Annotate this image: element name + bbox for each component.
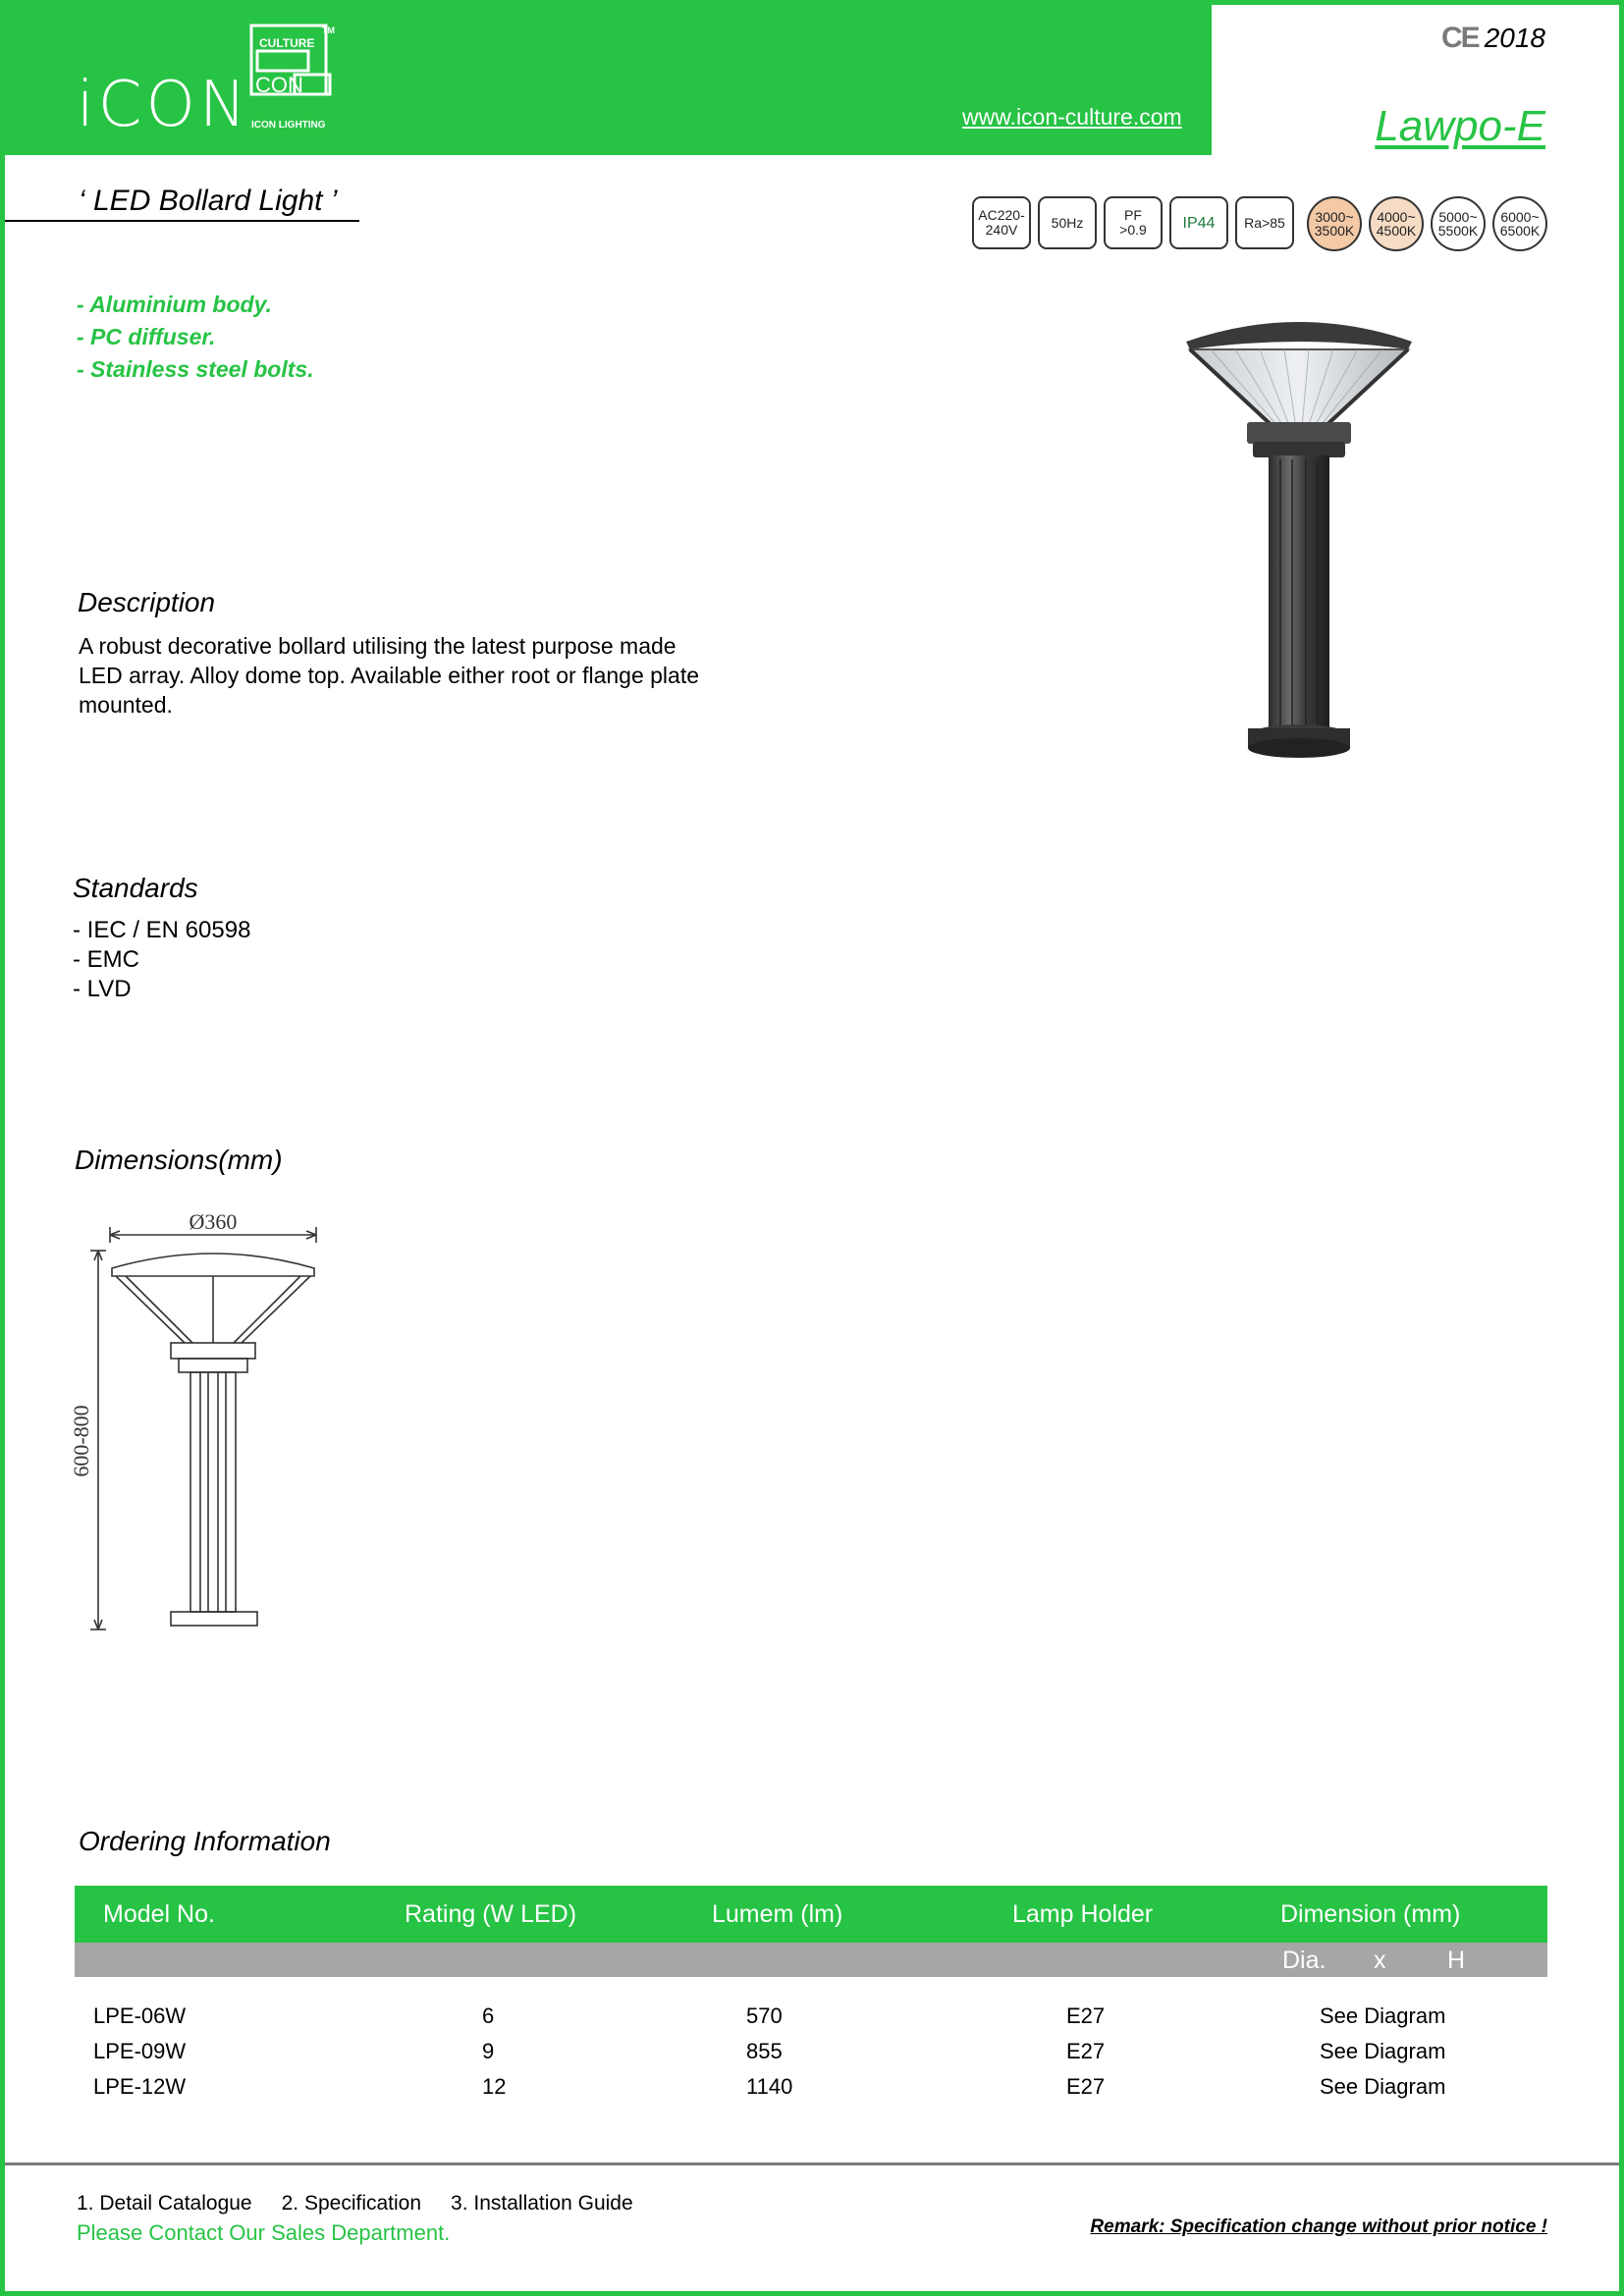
description-text: A robust decorative bollard utilising the latest purpose made LED array. Alloy dome top. Available either root or flange plate mounted. [79, 633, 700, 718]
sub-dia: Dia. [1282, 1947, 1326, 1974]
cell-dimension: See Diagram [1320, 2039, 1446, 2063]
dimensions-heading: Dimensions(mm) [75, 1145, 283, 1175]
table-subheader-row [75, 1943, 1547, 1977]
sub-h: H [1447, 1947, 1466, 1974]
spec-badge: AC220- 240V [972, 196, 1031, 249]
standard-item: - IEC / EN 60598 [73, 917, 251, 943]
dimension-drawing [69, 1209, 334, 1641]
cell-lumen: 1140 [746, 2074, 793, 2099]
col-model-header: Model No. [103, 1899, 215, 1928]
logo-tagline-text: ICON LIGHTING [251, 120, 326, 131]
logo-culture-text: CULTURE [259, 36, 315, 50]
cell-holder: E27 [1066, 2074, 1106, 2099]
feature-item: - Aluminium body. [77, 292, 272, 317]
table-body [75, 2000, 1547, 2106]
cell-lumen: 570 [746, 2003, 783, 2028]
feature-item: - PC diffuser. [77, 324, 216, 349]
spec-badge: 3000~ 3500K [1307, 196, 1362, 251]
footer-divider [5, 2163, 1619, 2165]
cell-rating: 12 [482, 2074, 507, 2099]
year-block [1441, 22, 1545, 55]
cell-dimension: See Diagram [1320, 2074, 1446, 2099]
diameter-label: Ø360 [189, 1209, 238, 1234]
standard-item: - EMC [73, 946, 139, 973]
col-rating-header: Rating (W LED) [405, 1899, 577, 1928]
cell-dimension: See Diagram [1320, 2003, 1446, 2028]
standard-item: - LVD [73, 976, 132, 1002]
cell-holder: E27 [1066, 2039, 1106, 2063]
table-row [75, 2070, 1547, 2106]
cell-holder: E27 [1066, 2003, 1106, 2028]
standards-list [73, 916, 250, 1004]
spec-badge: 50Hz [1038, 196, 1097, 249]
table-row [75, 2035, 1547, 2070]
spec-badge: PF >0.9 [1104, 196, 1163, 249]
col-dimension-header: Dimension (mm) [1280, 1899, 1461, 1928]
spec-badge: Ra>85 [1235, 196, 1294, 249]
ordering-heading: Ordering Information [79, 1826, 331, 1856]
cell-model: LPE-06W [93, 2003, 187, 2028]
footer-remark: Remark: Specification change without prior notice ! [1090, 2216, 1547, 2237]
footer-link-item: 1. Detail Catalogue [77, 2192, 252, 2215]
cell-model: LPE-12W [93, 2074, 187, 2099]
catalogue-year: 2018 [1484, 23, 1545, 53]
trademark-text: TM [322, 26, 335, 35]
footer-link-item: 2. Specification [281, 2192, 422, 2215]
icon-lighting-logo [245, 22, 344, 134]
spec-badge: IP44 [1169, 196, 1228, 249]
footer-link-item: 3. Installation Guide [451, 2192, 633, 2215]
sub-x: x [1374, 1947, 1386, 1974]
col-holder-header: Lamp Holder [1012, 1899, 1154, 1928]
model-title: Lawpo-E [1375, 102, 1545, 150]
table-header-row [75, 1886, 1547, 1943]
feature-list [77, 289, 314, 386]
cell-model: LPE-09W [93, 2039, 187, 2063]
table-row [75, 2000, 1547, 2035]
bollard-product-photo [1166, 312, 1432, 764]
cell-rating: 6 [482, 2003, 495, 2028]
ce-mark-icon: CE [1441, 22, 1479, 54]
spec-badges [972, 196, 1547, 251]
spec-badge: 4000~ 4500K [1369, 196, 1424, 251]
website-link[interactable]: www.icon-culture.com [962, 104, 1182, 130]
height-label: 600-800 [69, 1405, 93, 1477]
spec-badge: 6000~ 6500K [1492, 196, 1547, 251]
col-lumen-header: Lumem (lm) [712, 1899, 843, 1928]
description-heading: Description [78, 587, 216, 617]
cell-lumen: 855 [746, 2039, 783, 2063]
logo-con-text: CON [255, 73, 303, 97]
footer-contact: Please Contact Our Sales Department. [77, 2220, 451, 2245]
standards-heading: Standards [73, 873, 198, 903]
cell-rating: 9 [482, 2039, 495, 2063]
title-underline [5, 220, 359, 222]
brand-name: iCON [77, 69, 250, 141]
feature-item: - Stainless steel bolts. [77, 356, 314, 382]
product-type-title: ‘ LED Bollard Light ’ [79, 185, 338, 217]
ordering-table [75, 1886, 1547, 2106]
spec-badge: 5000~ 5500K [1431, 196, 1486, 251]
footer-links [77, 2192, 633, 2216]
